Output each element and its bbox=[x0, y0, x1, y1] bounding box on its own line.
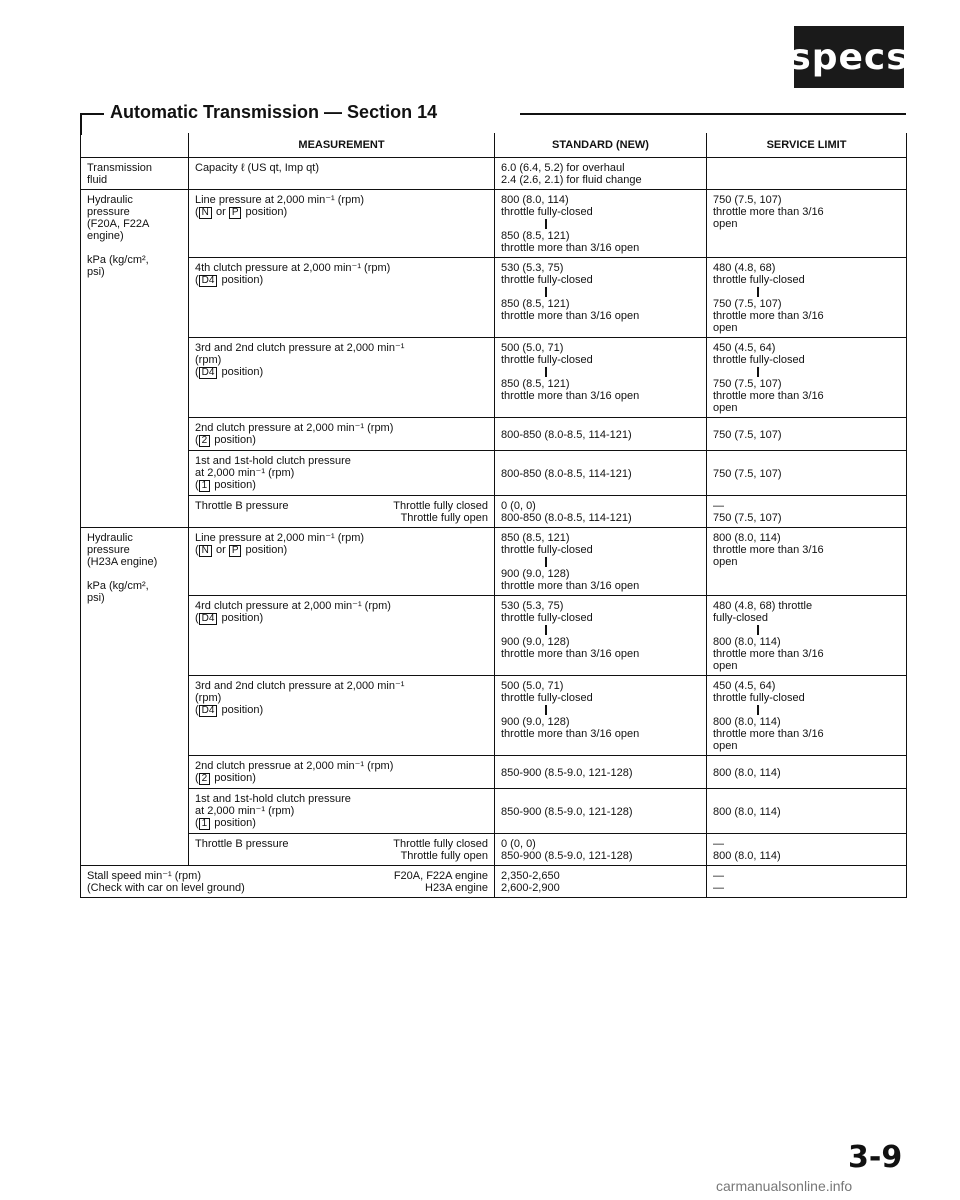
standard-text: 850-900 (8.5-9.0, 121-128) bbox=[501, 766, 633, 779]
limit-text: open bbox=[713, 218, 738, 230]
standard-text: throttle fully-closed bbox=[501, 612, 593, 624]
measurement-text: 4th clutch pressure at 2,000 min⁻¹ (rpm) bbox=[195, 262, 391, 274]
measurement-text: 4rd clutch pressure at 2,000 min⁻¹ (rpm) bbox=[195, 600, 391, 612]
standard-text: 500 (5.0, 71) bbox=[501, 680, 564, 692]
standard-text: throttle more than 3/16 open bbox=[501, 728, 640, 740]
standard-text: 530 (5.3, 75) bbox=[501, 600, 564, 612]
measurement-text: Line pressure at 2,000 min⁻¹ (rpm) bbox=[195, 532, 365, 544]
measurement-cell bbox=[189, 451, 495, 496]
standard-text: throttle more than 3/16 open bbox=[501, 648, 640, 660]
range-bar bbox=[545, 625, 547, 635]
position-text: position) bbox=[221, 274, 264, 286]
standard-text: 850-900 (8.5-9.0, 121-128) bbox=[501, 805, 633, 818]
category-line: kPa (kg/cm², bbox=[87, 254, 149, 266]
limit-cell bbox=[707, 190, 907, 258]
standard-text: 900 (9.0, 128) bbox=[501, 568, 570, 580]
position-text: position) bbox=[214, 479, 256, 491]
specs-badge: specs bbox=[794, 26, 904, 88]
limit-text: — bbox=[713, 870, 724, 882]
position-text: position) bbox=[214, 772, 256, 784]
limit-text: 750 (7.5, 107) bbox=[713, 378, 782, 390]
measurement-text: Capacity ℓ (US qt, Imp qt) bbox=[195, 162, 319, 174]
standard-cell bbox=[495, 190, 707, 258]
standard-text: 800-850 (8.0-8.5, 114-121) bbox=[501, 428, 632, 441]
limit-cell bbox=[707, 789, 907, 834]
shift-key-2: 2 bbox=[199, 435, 211, 447]
limit-text: throttle more than 3/16 bbox=[713, 544, 824, 556]
table-row bbox=[81, 596, 907, 676]
limit-text: open bbox=[713, 402, 738, 414]
standard-text: throttle fully-closed bbox=[501, 354, 593, 366]
header-rule-down bbox=[80, 113, 82, 135]
position-text: position) bbox=[221, 612, 264, 624]
limit-text: 750 (7.5, 107) bbox=[713, 428, 782, 441]
limit-text: open bbox=[713, 556, 738, 568]
table-row bbox=[81, 834, 907, 866]
position-text: position) bbox=[214, 817, 256, 829]
measurement-cell bbox=[189, 596, 495, 676]
category-line: pressure bbox=[87, 544, 130, 556]
limit-cell bbox=[707, 528, 907, 596]
measurement-text: ( D4 position) bbox=[195, 612, 264, 624]
measurement-text: ( 1 position) bbox=[195, 817, 256, 829]
category-h23a bbox=[81, 528, 189, 866]
measurement-text: 2nd clutch pressrue at 2,000 min⁻¹ (rpm) bbox=[195, 760, 394, 772]
category-line: (F20A, F22A bbox=[87, 218, 150, 230]
category-line: Transmission bbox=[87, 162, 152, 174]
limit-text: throttle more than 3/16 bbox=[713, 310, 824, 322]
standard-text: 850 (8.5, 121) bbox=[501, 378, 570, 390]
limit-text: 480 (4.8, 68) throttle bbox=[713, 600, 813, 612]
limit-cell bbox=[707, 258, 907, 338]
standard-text: throttle more than 3/16 open bbox=[501, 390, 640, 402]
table-row bbox=[81, 676, 907, 756]
standard-text: 800-850 (8.0-8.5, 114-121) bbox=[501, 467, 632, 480]
limit-cell bbox=[707, 676, 907, 756]
shift-key-1: 1 bbox=[199, 480, 211, 492]
limit-text: throttle more than 3/16 bbox=[713, 206, 824, 218]
table-row bbox=[81, 158, 907, 190]
position-text: position) bbox=[245, 544, 288, 556]
page-number: 3-9 bbox=[848, 1140, 903, 1175]
table-row bbox=[81, 866, 907, 898]
standard-text: 850 (8.5, 121) bbox=[501, 298, 570, 310]
standard-cell bbox=[495, 528, 707, 596]
limit-cell bbox=[707, 496, 907, 528]
header-limit: SERVICE LIMIT bbox=[707, 133, 907, 158]
standard-text: throttle more than 3/16 open bbox=[501, 242, 640, 254]
measurement-cell bbox=[189, 756, 495, 789]
measurement-cell bbox=[189, 158, 495, 190]
standard-text: 850-900 (8.5-9.0, 121-128) bbox=[501, 850, 633, 862]
category-f20a bbox=[81, 190, 189, 528]
category-line: engine) bbox=[87, 230, 124, 242]
limit-cell bbox=[707, 158, 907, 190]
range-bar bbox=[757, 367, 759, 377]
measurement-cell bbox=[189, 258, 495, 338]
standard-cell bbox=[495, 258, 707, 338]
throttle-row bbox=[195, 850, 488, 862]
standard-text: 2,350-2,650 bbox=[501, 870, 560, 882]
shift-key-p: P bbox=[229, 545, 242, 557]
measurement-text: ( D4 position) bbox=[195, 274, 264, 286]
limit-text: 750 (7.5, 107) bbox=[713, 194, 782, 206]
or-text: or bbox=[215, 206, 226, 218]
standard-text: 0 (0, 0) bbox=[501, 838, 536, 850]
measurement-text: ( D4 position) bbox=[195, 366, 264, 378]
measurement-cell bbox=[189, 834, 495, 866]
position-text: position) bbox=[221, 366, 264, 378]
shift-key-d4: D4 bbox=[199, 613, 218, 625]
range-bar bbox=[545, 705, 547, 715]
spec-table bbox=[80, 133, 907, 898]
limit-text: throttle fully-closed bbox=[713, 692, 805, 704]
table-row bbox=[81, 451, 907, 496]
limit-text: 800 (8.0, 114) bbox=[713, 716, 781, 728]
standard-text: throttle fully-closed bbox=[501, 206, 593, 218]
standard-text: throttle fully-closed bbox=[501, 274, 593, 286]
measurement-text: 1st and 1st-hold clutch pressure bbox=[195, 455, 351, 467]
table-row bbox=[81, 258, 907, 338]
limit-cell bbox=[707, 451, 907, 496]
measurement-text: (Check with car on level ground) bbox=[87, 882, 245, 894]
table-row bbox=[81, 789, 907, 834]
category-line: pressure bbox=[87, 206, 130, 218]
standard-text: 6.0 (6.4, 5.2) for overhaul bbox=[501, 162, 625, 174]
measurement-cell bbox=[189, 496, 495, 528]
standard-cell bbox=[495, 338, 707, 418]
standard-cell bbox=[495, 789, 707, 834]
category-line: (H23A engine) bbox=[87, 556, 158, 568]
limit-text: throttle fully-closed bbox=[713, 354, 805, 366]
standard-text: 850 (8.5, 121) bbox=[501, 230, 570, 242]
watermark: carmanualsonline.info bbox=[716, 1178, 853, 1194]
position-text: position) bbox=[245, 206, 288, 218]
standard-text: throttle more than 3/16 open bbox=[501, 310, 640, 322]
condition-text: Throttle fully closed bbox=[393, 500, 488, 512]
standard-cell bbox=[495, 418, 707, 451]
measurement-cell bbox=[189, 190, 495, 258]
limit-text: open bbox=[713, 660, 738, 672]
standard-cell bbox=[495, 676, 707, 756]
standard-text: 800-850 (8.0-8.5, 114-121) bbox=[501, 512, 632, 524]
standard-text: 0 (0, 0) bbox=[501, 500, 536, 512]
limit-cell bbox=[707, 418, 907, 451]
standard-text: 900 (9.0, 128) bbox=[501, 716, 570, 728]
limit-text: — bbox=[713, 838, 724, 850]
measurement-text: at 2,000 min⁻¹ (rpm) bbox=[195, 805, 295, 817]
limit-cell bbox=[707, 866, 907, 898]
limit-text: 800 (8.0, 114) bbox=[713, 766, 781, 779]
header-standard: STANDARD (NEW) bbox=[495, 133, 707, 158]
limit-text: throttle fully-closed bbox=[713, 274, 805, 286]
limit-text: 750 (7.5, 107) bbox=[713, 467, 782, 480]
header-rule-right bbox=[520, 113, 906, 115]
limit-text: fully-closed bbox=[713, 612, 769, 624]
position-text: position) bbox=[221, 704, 264, 716]
measurement-cell bbox=[189, 528, 495, 596]
table-row bbox=[81, 756, 907, 789]
standard-cell bbox=[495, 451, 707, 496]
shift-key-n: N bbox=[199, 545, 212, 557]
standard-text: throttle more than 3/16 open bbox=[501, 580, 640, 592]
limit-cell bbox=[707, 756, 907, 789]
header-rule-left bbox=[80, 113, 104, 115]
shift-key-d4: D4 bbox=[199, 705, 218, 717]
section-title: Automatic Transmission — Section 14 bbox=[110, 102, 438, 122]
category-fluid bbox=[81, 158, 189, 190]
condition-text: Throttle fully open bbox=[400, 850, 488, 862]
category-line bbox=[87, 568, 182, 580]
range-bar bbox=[757, 287, 759, 297]
limit-text: open bbox=[713, 740, 738, 752]
standard-cell bbox=[495, 834, 707, 866]
category-line: psi) bbox=[87, 266, 105, 278]
condition-text: Throttle fully closed bbox=[393, 838, 488, 850]
shift-key-n: N bbox=[199, 207, 212, 219]
shift-key-2: 2 bbox=[199, 773, 211, 785]
limit-text: 750 (7.5, 107) bbox=[713, 298, 782, 310]
measurement-text: ( N or P position) bbox=[195, 544, 288, 556]
header-empty bbox=[81, 133, 189, 158]
limit-text: 450 (4.5, 64) bbox=[713, 342, 776, 354]
condition-text: Throttle fully open bbox=[400, 512, 488, 524]
limit-text: throttle more than 3/16 bbox=[713, 390, 824, 402]
stall-row bbox=[87, 882, 488, 894]
table-header-row bbox=[81, 133, 907, 158]
table-row bbox=[81, 496, 907, 528]
standard-cell bbox=[495, 756, 707, 789]
measurement-text: at 2,000 min⁻¹ (rpm) bbox=[195, 467, 295, 479]
category-line: Hydraulic bbox=[87, 532, 133, 544]
measurement-cell bbox=[189, 676, 495, 756]
standard-text: throttle fully-closed bbox=[501, 692, 593, 704]
limit-text: — bbox=[713, 500, 724, 512]
measurement-text: ( 2 position) bbox=[195, 772, 256, 784]
standard-text: throttle fully-closed bbox=[501, 544, 593, 556]
measurement-cell bbox=[189, 418, 495, 451]
engine-text: H23A engine bbox=[425, 882, 488, 894]
limit-text: 800 (8.0, 114) bbox=[713, 636, 781, 648]
stall-row bbox=[87, 870, 488, 882]
measurement-text: ( N or P position) bbox=[195, 206, 288, 218]
range-bar bbox=[545, 557, 547, 567]
measurement-text: 2nd clutch pressure at 2,000 min⁻¹ (rpm) bbox=[195, 422, 394, 434]
shift-key-p: P bbox=[229, 207, 242, 219]
section-header bbox=[80, 102, 906, 124]
measurement-text: Line pressure at 2,000 min⁻¹ (rpm) bbox=[195, 194, 365, 206]
limit-text: 750 (7.5, 107) bbox=[713, 512, 782, 524]
category-line bbox=[87, 242, 182, 254]
standard-text: 500 (5.0, 71) bbox=[501, 342, 564, 354]
table-row bbox=[81, 338, 907, 418]
standard-cell bbox=[495, 596, 707, 676]
limit-text: throttle more than 3/16 bbox=[713, 728, 824, 740]
limit-text: — bbox=[713, 882, 724, 894]
standard-text: 2.4 (2.6, 2.1) for fluid change bbox=[501, 174, 642, 186]
stall-measurement-cell bbox=[81, 866, 495, 898]
limit-cell bbox=[707, 596, 907, 676]
table-row bbox=[81, 190, 907, 258]
throttle-row bbox=[195, 512, 488, 524]
standard-cell bbox=[495, 866, 707, 898]
range-bar bbox=[545, 219, 547, 229]
limit-cell bbox=[707, 834, 907, 866]
measurement-text: 3rd and 2nd clutch pressure at 2,000 min⁻¹ bbox=[195, 342, 405, 354]
range-bar bbox=[757, 625, 759, 635]
range-bar bbox=[545, 287, 547, 297]
throttle-row bbox=[195, 500, 488, 512]
limit-text: 800 (8.0, 114) bbox=[713, 850, 781, 862]
measurement-text: (rpm) bbox=[195, 692, 222, 704]
range-bar bbox=[757, 705, 759, 715]
measurement-text: 3rd and 2nd clutch pressure at 2,000 min⁻¹ bbox=[195, 680, 405, 692]
limit-text: open bbox=[713, 322, 738, 334]
limit-text: 450 (4.5, 64) bbox=[713, 680, 776, 692]
header-measurement: MEASUREMENT bbox=[189, 133, 495, 158]
measurement-text: Throttle B pressure bbox=[195, 500, 289, 512]
shift-key-1: 1 bbox=[199, 818, 211, 830]
measurement-cell bbox=[189, 789, 495, 834]
limit-text: throttle more than 3/16 bbox=[713, 648, 824, 660]
table-row bbox=[81, 418, 907, 451]
standard-text: 530 (5.3, 75) bbox=[501, 262, 564, 274]
measurement-text: Throttle B pressure bbox=[195, 838, 289, 850]
shift-key-d4: D4 bbox=[199, 275, 218, 287]
or-text: or bbox=[215, 544, 226, 556]
throttle-row bbox=[195, 838, 488, 850]
measurement-text: ( 2 position) bbox=[195, 434, 256, 446]
range-bar bbox=[545, 367, 547, 377]
standard-text: 900 (9.0, 128) bbox=[501, 636, 570, 648]
category-line: fluid bbox=[87, 174, 108, 186]
measurement-text: ( 1 position) bbox=[195, 479, 256, 491]
measurement-cell bbox=[189, 338, 495, 418]
category-line: psi) bbox=[87, 592, 105, 604]
limit-text: 800 (8.0, 114) bbox=[713, 805, 781, 818]
standard-text: 2,600-2,900 bbox=[501, 882, 560, 894]
measurement-text: ( D4 position) bbox=[195, 704, 264, 716]
measurement-text: (rpm) bbox=[195, 354, 222, 366]
standard-cell bbox=[495, 496, 707, 528]
position-text: position) bbox=[214, 434, 256, 446]
standard-text: 850 (8.5, 121) bbox=[501, 532, 570, 544]
measurement-text: Stall speed min⁻¹ (rpm) bbox=[87, 870, 202, 882]
standard-text: 800 (8.0, 114) bbox=[501, 194, 569, 206]
limit-cell bbox=[707, 338, 907, 418]
measurement-text: 1st and 1st-hold clutch pressure bbox=[195, 793, 351, 805]
engine-text: F20A, F22A engine bbox=[393, 870, 488, 882]
limit-text: 480 (4.8, 68) bbox=[713, 262, 776, 274]
standard-cell bbox=[495, 158, 707, 190]
category-line: Hydraulic bbox=[87, 194, 133, 206]
table-row bbox=[81, 528, 907, 596]
shift-key-d4: D4 bbox=[199, 367, 218, 379]
category-line: kPa (kg/cm², bbox=[87, 580, 149, 592]
limit-text: 800 (8.0, 114) bbox=[713, 532, 781, 544]
